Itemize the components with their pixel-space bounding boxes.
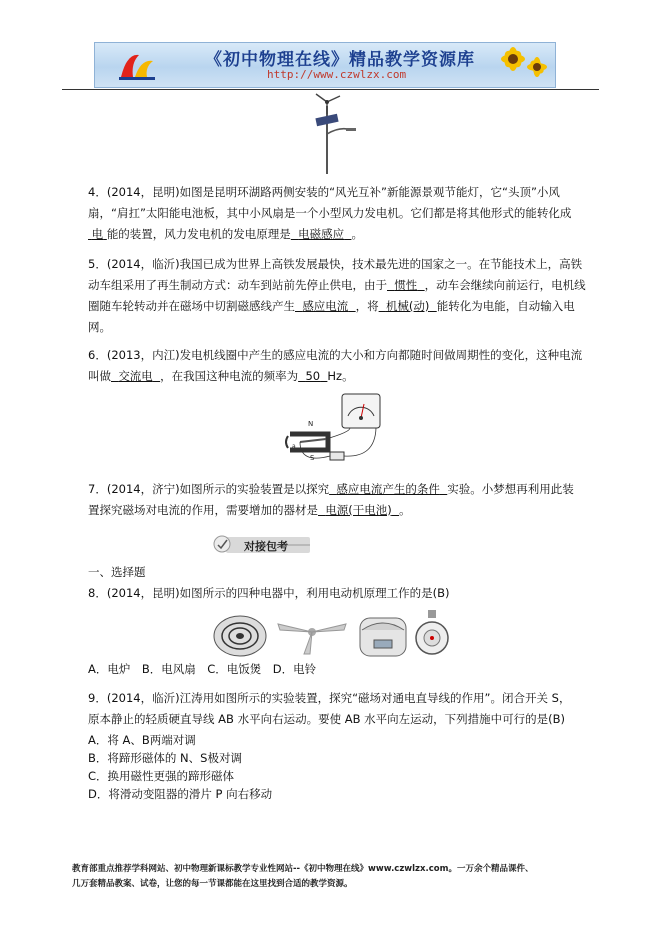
question-text: 实验。小梦想再利用此装 — [447, 482, 574, 496]
answer-blank: 50 — [305, 369, 321, 383]
question-text: 网。 — [88, 320, 111, 334]
answer-blank: 电源(干电池) — [325, 503, 392, 517]
source-prefix: ．(2014， — [95, 185, 153, 199]
page-footer — [72, 862, 602, 892]
question-text: ，将 — [355, 299, 379, 313]
answer-blank: 电磁感应 — [298, 227, 345, 241]
question-text: )我国已成为世界上高铁发展最快，技术最先进的国家之一。在节能技术上，高铁 — [175, 257, 583, 271]
option-item: D．将滑动变阻器的滑片 P 向右移动 — [88, 787, 273, 801]
header-banner — [94, 42, 556, 88]
source-city: 济宁 — [152, 482, 176, 496]
question-8-options: A．电炉 B．电风扇 C．电饭煲 D．电铃 — [88, 662, 317, 676]
question-text: )如图是昆明环湖路两侧安装的“风光互补”新能源景观节能灯，它“头顶”小风 — [175, 185, 560, 199]
source-city: 昆明 — [152, 185, 176, 199]
source-prefix: ．(2014， — [95, 691, 153, 705]
header-divider — [62, 89, 599, 90]
question-number: 6 — [88, 348, 96, 362]
question-text: Hz。 — [327, 369, 354, 383]
footer-line: 几万套精品教案、试卷，让您的每一节课都能在这里找到合适的教学资源。 — [72, 879, 353, 889]
section-title: 一、选择题 — [88, 565, 146, 579]
source-prefix: ．(2013， — [95, 348, 153, 362]
source-prefix: ．(2014， — [95, 257, 153, 271]
answer-blank: 感应电流 — [302, 299, 349, 313]
svg-text:a: a — [292, 443, 296, 450]
question-text: 。 — [399, 503, 411, 517]
question-text: ，动车会继续向前运行，电机线 — [424, 278, 586, 292]
banner-url: http://www.czwlzx.com — [267, 68, 407, 81]
question-4 — [88, 182, 588, 245]
question-number: 9 — [88, 691, 96, 705]
source-prefix: ．(2014， — [95, 586, 153, 600]
question-number: 7 — [88, 482, 96, 496]
ceiling-fan-icon — [278, 624, 346, 654]
question-text: 能的装置，风力发电机的发电原理是 — [106, 227, 291, 241]
banner-title: 《初中物理在线》精品教学资源库 — [205, 50, 475, 70]
option-item: C．换用磁性更强的蹄形磁体 — [88, 769, 235, 783]
sunflower-icon — [493, 45, 549, 85]
question-text: 扇，“肩扛”太阳能电池板，其中小风扇是一个小型风力发电机。它们都是将其他形式的能转化成 — [88, 206, 572, 220]
question-text: )江涛用如图所示的实验装置，探究“磁场对通电直导线的作用”。闭合开关 S， — [175, 691, 571, 705]
question-text: 动车组采用了再生制动方式：动车到站前先停止供电，由于 — [88, 278, 387, 292]
question-number: 8 — [88, 586, 96, 600]
question-7 — [88, 479, 588, 521]
question-text: 圈随车轮转动并在磁场中切割磁感线产生 — [88, 299, 295, 313]
question-number: 4 — [88, 185, 96, 199]
question-8 — [88, 583, 588, 604]
answer-blank: 机械(动) — [385, 299, 430, 313]
source-city: 内江 — [152, 348, 176, 362]
question-text: ，在我国这种电流的频率为 — [160, 369, 299, 383]
source-city: 昆明 — [152, 586, 176, 600]
question-text: )如图所示的四种电器中，利用电动机原理工作的是(B) — [175, 586, 450, 600]
wind-solar-lamp-figure — [300, 92, 360, 174]
electric-bell-icon — [416, 610, 448, 654]
answer-blank: 交流电 — [118, 369, 153, 383]
question-text: 置探究磁场对电流的作用，需要增加的器材是 — [88, 503, 318, 517]
section-header: 对接包考 — [244, 540, 288, 553]
question-number: 5 — [88, 257, 96, 271]
question-text: 原本静止的轻质硬直导线 AB 水平向右运动。要使 AB 水平向左运动，下列措施中可行的是(B) — [88, 712, 565, 726]
answer-blank: 感应电流产生的条件 — [336, 482, 440, 496]
question-9 — [88, 688, 588, 730]
source-city: 临沂 — [152, 257, 176, 271]
question-6 — [88, 345, 588, 387]
appliances-figure — [212, 608, 462, 660]
site-logo-icon — [117, 49, 157, 81]
question-text: )发电机线圈中产生的感应电流的大小和方向都随时间做周期性的变化，这种电流 — [175, 348, 583, 362]
svg-text:S: S — [310, 454, 315, 462]
question-text: 叫做 — [88, 369, 111, 383]
source-prefix: ．(2014， — [95, 482, 153, 496]
rice-cooker-icon — [360, 618, 406, 656]
question-5 — [88, 254, 588, 338]
answer-blank: 惯性 — [394, 278, 418, 292]
svg-text:N: N — [308, 420, 314, 428]
footer-line: 教育部重点推荐学科网站、初中物理新课标教学专业性网站--《初中物理在线》www.czwlzx.com。一万余个精品课件、 — [72, 864, 534, 874]
source-city: 临沂 — [152, 691, 176, 705]
question-9-options — [88, 731, 272, 803]
question-text: 。 — [351, 227, 363, 241]
answer-blank: 电 — [91, 227, 104, 241]
option-item: B．将蹄形磁体的 N、S极对调 — [88, 751, 242, 765]
option-item: A．将 A、B两端对调 — [88, 733, 196, 747]
question-text: )如图所示的实验装置是以探究 — [175, 482, 330, 496]
electric-stove-icon — [214, 616, 266, 656]
question-text: 能转化为电能，自动输入电 — [436, 299, 575, 313]
induction-experiment-figure — [280, 392, 390, 468]
